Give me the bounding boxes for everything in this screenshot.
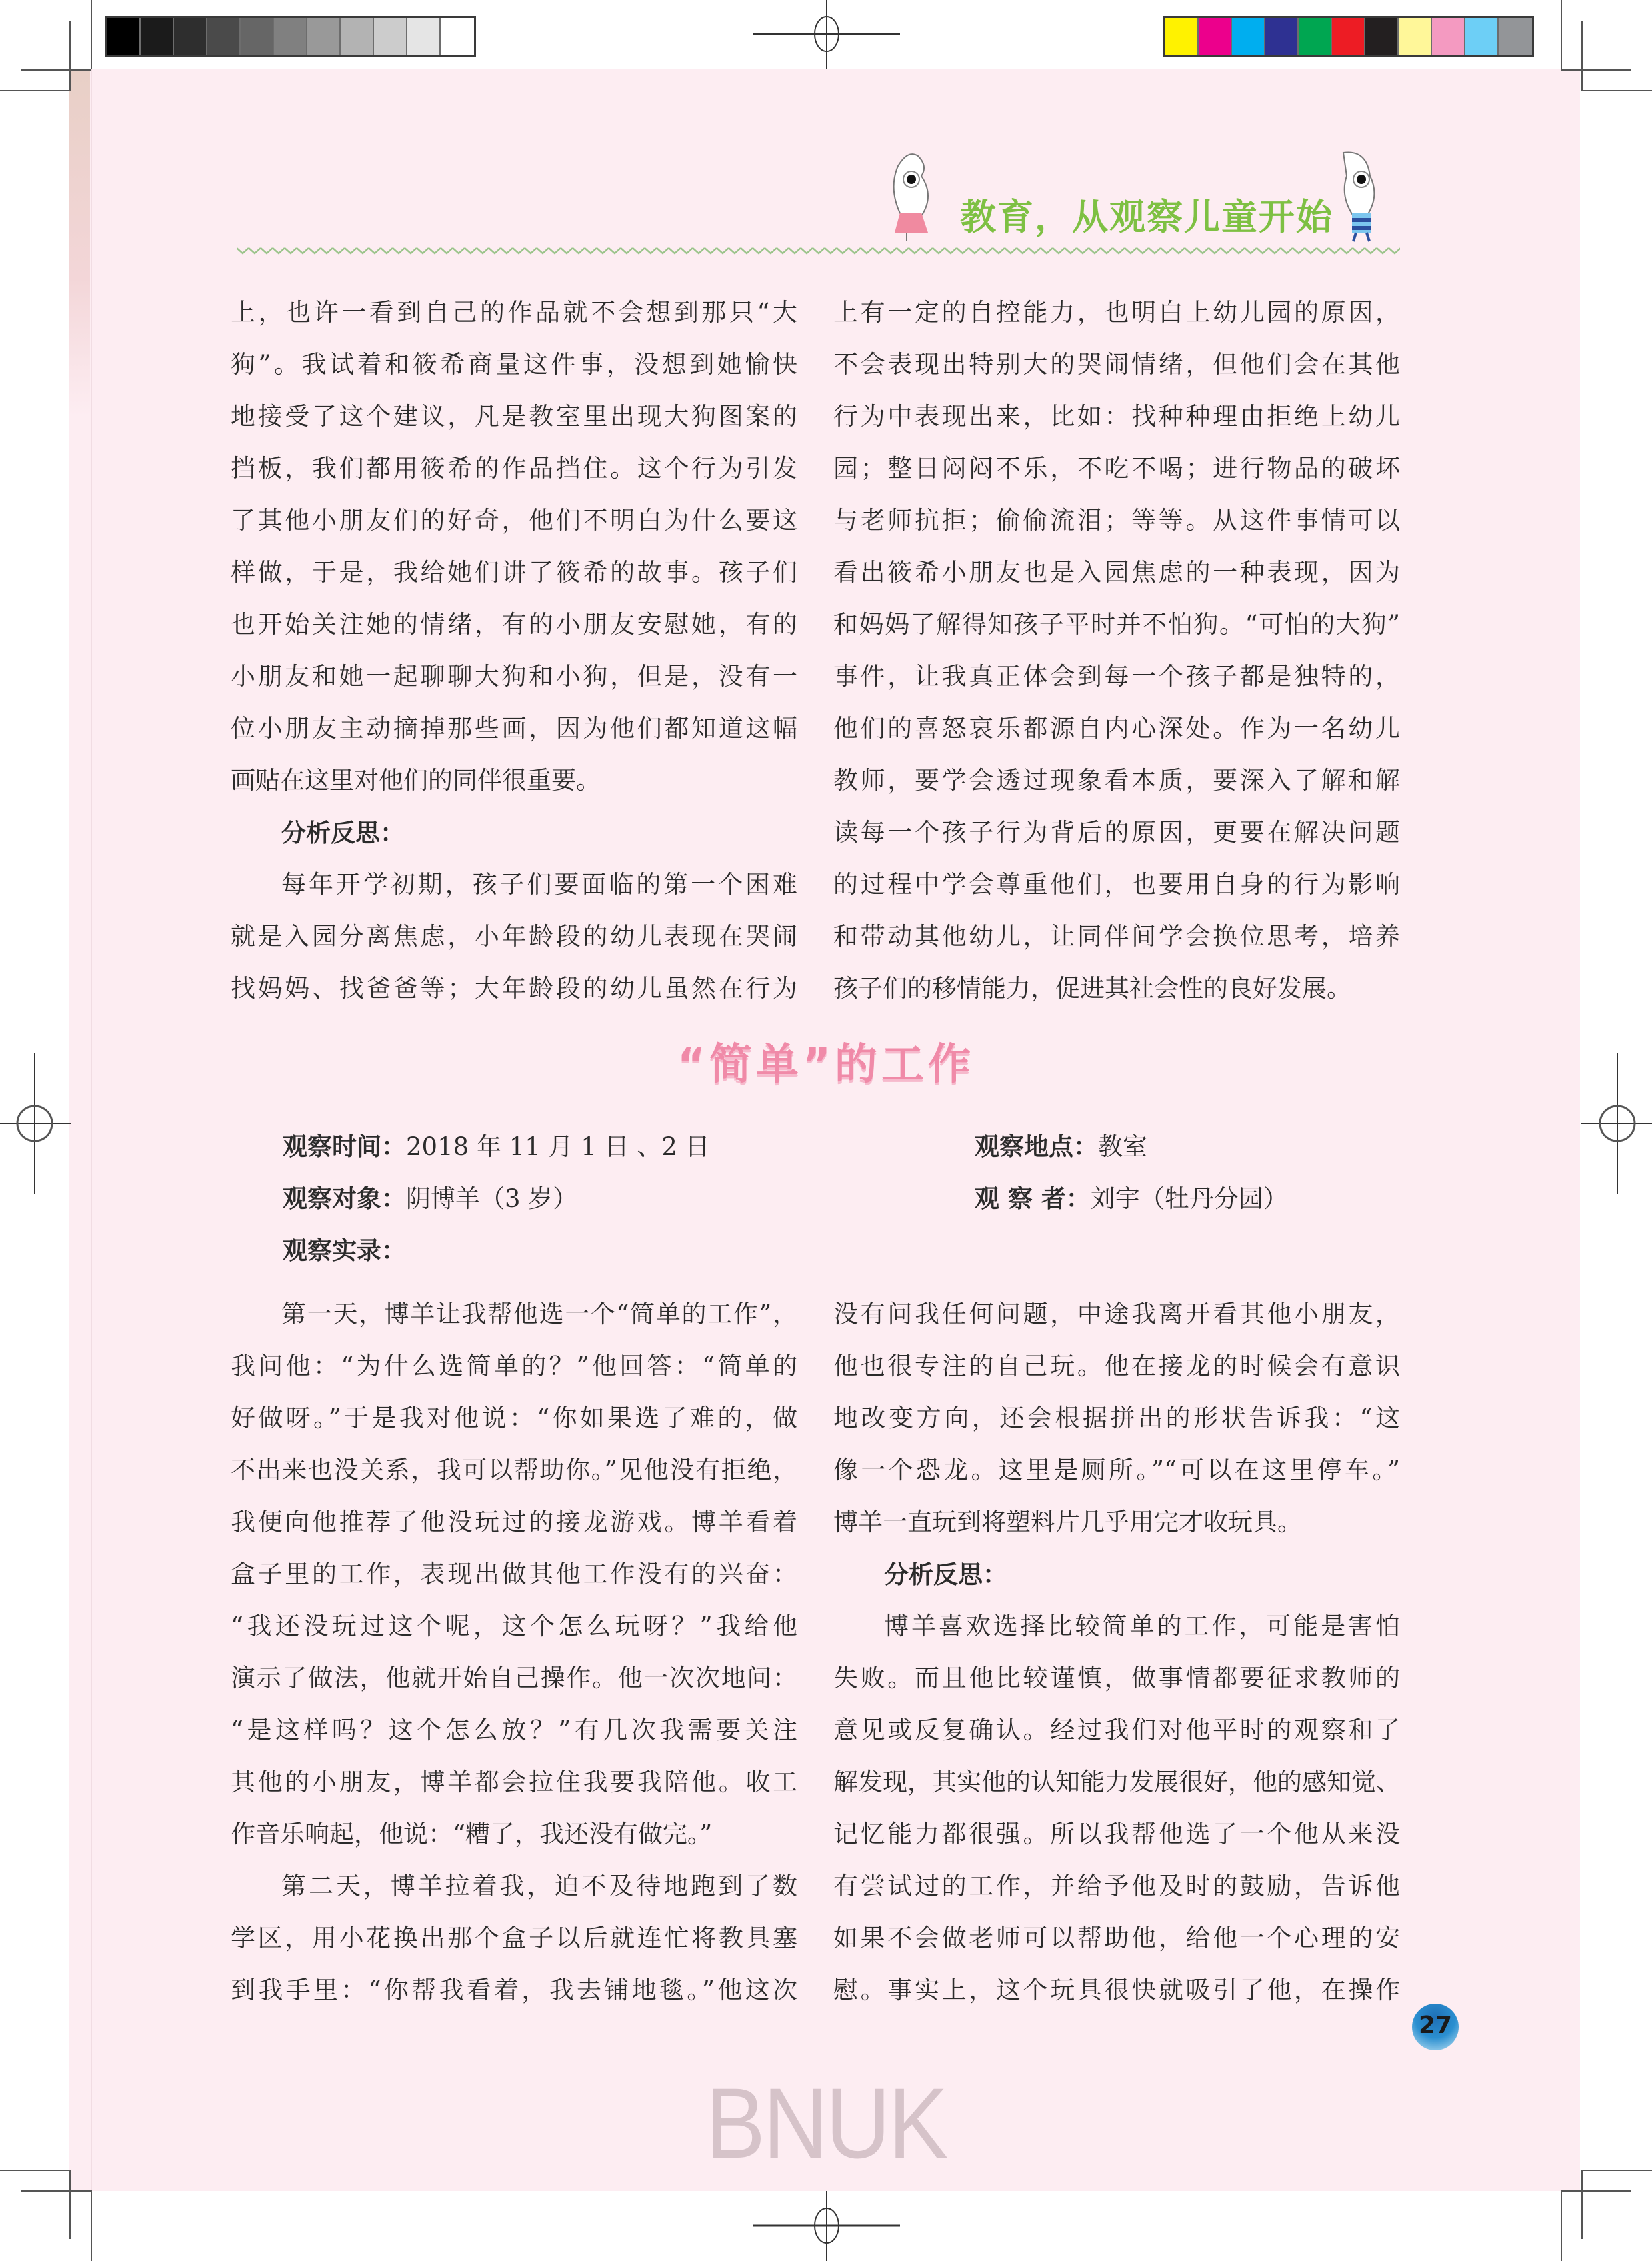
observation-time-label: 观察时间： [283,1132,406,1161]
crop-mark [91,2190,92,2261]
text-line: 他也很专注的自己玩。他在接龙的时候会有意识 [833,1352,1400,1380]
color-swatch [407,18,441,55]
color-swatch [441,18,474,55]
crop-mark [1561,2190,1631,2192]
header-slogan: 教育，从观察儿童开始 [960,196,1333,238]
color-swatch [1499,18,1532,55]
text-line: 园；整日闷闷不乐，不吃不喝；进行物品的破坏 [833,454,1400,483]
page-number-badge: 27 [1412,2004,1459,2050]
color-swatch [1299,18,1332,55]
page-fold-line [91,69,92,2191]
color-swatch [274,18,307,55]
analysis-heading: 分析反思： [884,1560,1007,1589]
observation-place-value: 教室 [1098,1132,1147,1161]
crop-mark [1581,2170,1652,2171]
text-line: 解发现，其实他的认知能力发展很好，他的感知觉、 [833,1768,1401,1796]
text-line: 事件，让我真正体会到每一个孩子都是独特的， [833,662,1400,691]
color-swatch [107,18,141,55]
text-line: 盒子里的工作，表现出做其他工作没有的兴奋： [231,1560,797,1588]
color-swatch [1265,18,1299,55]
text-line: 其他的小朋友，博羊都会拉住我要我陪他。收工 [231,1768,797,1796]
watermark: BNUK [705,2067,946,2179]
crop-mark [0,2170,70,2171]
text-line: 行为中表现出来，比如：找种种理由拒绝上幼儿 [833,402,1400,431]
color-swatch [207,18,241,55]
article2-title: “简单”的工作 [677,1040,975,1089]
observer-value: 刘宇（牡丹分园） [1090,1184,1288,1213]
color-swatch [1365,18,1399,55]
text-line: 每年开学初期，孩子们要面临的第一个困难 [281,870,797,899]
text-line: 到我手里：“你帮我看着，我去铺地毯。”他这次 [231,1976,797,2004]
page-binding-shadow [69,69,90,416]
registration-mark-bottom [753,2191,900,2261]
text-line: 狗”。我试着和筱希商量这件事，没想到她愉快 [231,350,797,379]
color-calibration-bar [1163,16,1534,57]
record-label-text: 观察实录： [283,1236,406,1265]
text-line: 我便向他推荐了他没玩过的接龙游戏。博羊看着 [231,1508,797,1536]
text-line: 不出来也没关系，我可以帮助你。”见他没有拒绝， [231,1456,797,1484]
text-line: 没有问我任何问题，中途我离开看其他小朋友， [833,1300,1400,1328]
color-swatch [374,18,407,55]
text-line: 我问他：“为什么选简单的？”他回答：“简单的 [231,1352,797,1380]
color-swatch [1332,18,1365,55]
grayscale-calibration-bar [105,16,476,57]
observer [975,1172,1288,1225]
crop-mark [69,21,71,91]
observation-subject [283,1172,577,1225]
text-line: 上，也许一看到自己的作品就不会想到那只“大 [231,298,797,327]
crop-mark [1561,69,1631,71]
text-line: 上有一定的自控能力，也明白上幼儿园的原因， [833,298,1400,327]
observation-place-label: 观察地点： [975,1132,1098,1161]
text-line: 慰。事实上，这个玩具很快就吸引了他，在操作 [833,1976,1400,2004]
analysis-heading: 分析反思： [281,818,405,847]
text-line: 学区，用小花换出那个盒子以后就连忙将教具塞 [231,1924,797,1952]
color-swatch [1165,18,1199,55]
observer-label: 观 察 者： [975,1184,1091,1213]
observation-subject-label: 观察对象： [283,1184,406,1213]
girl-mascot-icon [881,149,948,243]
crop-mark [0,90,70,91]
text-line: 地接受了这个建议，凡是教室里出现大狗图案的 [231,402,797,431]
article1-left-column [231,287,797,1015]
text-line: 作音乐响起，他说：“糟了，我还没有做完。” [231,1820,713,1848]
color-swatch [1232,18,1265,55]
text-line: 教师，要学会透过现象看本质，要深入了解和解 [833,766,1400,795]
text-line: 记忆能力都很强。所以我帮他选了一个他从来没 [833,1820,1400,1848]
crop-mark [21,69,91,71]
text-line: 如果不会做老师可以帮助他，给他一个心理的安 [833,1924,1400,1952]
text-line: 像一个恐龙。这里是厕所。”“可以在这里停车。” [833,1456,1400,1484]
article2-right-column [833,1288,1400,2016]
color-swatch [174,18,207,55]
color-swatch [307,18,341,55]
text-line: 博羊喜欢选择比较简单的工作，可能是害怕 [884,1612,1400,1640]
observation-place [975,1120,1147,1173]
text-line: 他们的喜怒哀乐都源自内心深处。作为一名幼儿 [833,714,1400,743]
text-line: 第二天，博羊拉着我，迫不及待地跑到了数 [281,1872,797,1900]
color-swatch [241,18,274,55]
color-swatch [1432,18,1465,55]
text-line: 画贴在这里对他们的同伴很重要。 [231,766,601,795]
header-wavy-divider [237,245,1400,256]
text-line: 有尝试过的工作，并给予他及时的鼓励，告诉他 [833,1872,1400,1900]
text-line: “我还没玩过这个呢，这个怎么玩呀？”我给他 [231,1612,797,1640]
article2-left-column [231,1288,797,2016]
text-line: 就是入园分离焦虑，小年龄段的幼儿表现在哭闹 [231,922,797,951]
crop-mark [69,2170,71,2239]
text-line: 和带动其他幼儿，让同伴间学会换位思考，培养 [833,922,1400,951]
observation-record-label [283,1224,406,1277]
text-line: 的过程中学会尊重他们，也要用自身的行为影响 [833,870,1400,899]
crop-mark [91,0,92,69]
observation-time [283,1120,710,1173]
color-swatch [1199,18,1232,55]
observation-subject-value: 阴博羊（3 岁） [406,1184,578,1213]
text-line: 读每一个孩子行为背后的原因，更要在解决问题 [833,818,1400,847]
crop-mark [1581,21,1583,91]
text-line: 孩子们的移情能力，促进其社会性的良好发展。 [833,974,1351,1003]
crop-mark [1581,2170,1583,2239]
color-swatch [341,18,374,55]
text-line: 地改变方向，还会根据拼出的形状告诉我：“这 [833,1404,1400,1432]
text-line: 意见或反复确认。经过我们对他平时的观察和了 [833,1716,1400,1744]
text-line: 挡板，我们都用筱希的作品挡住。这个行为引发 [231,454,797,483]
crop-mark [1561,0,1562,69]
text-line: 和妈妈了解得知孩子平时并不怕狗。“可怕的大狗” [833,610,1400,639]
crop-mark [21,2190,91,2192]
text-line: 与老师抗拒；偷偷流泪；等等。从这件事情可以 [833,506,1400,535]
article1-right-column [833,287,1400,1015]
text-line: 博羊一直玩到将塑料片几乎用完才收玩具。 [833,1508,1302,1536]
text-line: 样做，于是，我给她们讲了筱希的故事。孩子们 [231,558,797,587]
observation-time-value: 2018 年 11 月 1 日 、2 日 [406,1132,710,1161]
color-swatch [141,18,174,55]
text-line: 看出筱希小朋友也是入园焦虑的一种表现，因为 [833,558,1400,587]
boy-mascot-icon [1327,149,1393,243]
color-swatch [1465,18,1499,55]
text-line: 不会表现出特别大的哭闹情绪，但他们会在其他 [833,350,1400,379]
text-line: 小朋友和她一起聊聊大狗和小狗，但是，没有一 [231,662,797,691]
color-swatch [1399,18,1432,55]
text-line: 第一天，博羊让我帮他选一个“简单的工作”， [281,1300,797,1328]
registration-mark-top [753,0,900,69]
text-line: 好做呀。”于是我对他说：“你如果选了难的，做 [231,1404,797,1432]
text-line: “是这样吗？这个怎么放？”有几次我需要关注 [231,1716,797,1744]
text-line: 失败。而且他比较谨慎，做事情都要征求教师的 [833,1664,1400,1692]
text-line: 找妈妈、找爸爸等；大年龄段的幼儿虽然在行为 [231,974,797,1003]
text-line: 演示了做法，他就开始自己操作。他一次次地问： [231,1664,797,1692]
text-line: 了其他小朋友们的好奇，他们不明白为什么要这 [231,506,797,535]
crop-mark [1581,90,1652,91]
crop-mark [1561,2190,1562,2261]
text-line: 位小朋友主动摘掉那些画，因为他们都知道这幅 [231,714,797,743]
text-line: 也开始关注她的情绪，有的小朋友安慰她，有的 [231,610,797,639]
